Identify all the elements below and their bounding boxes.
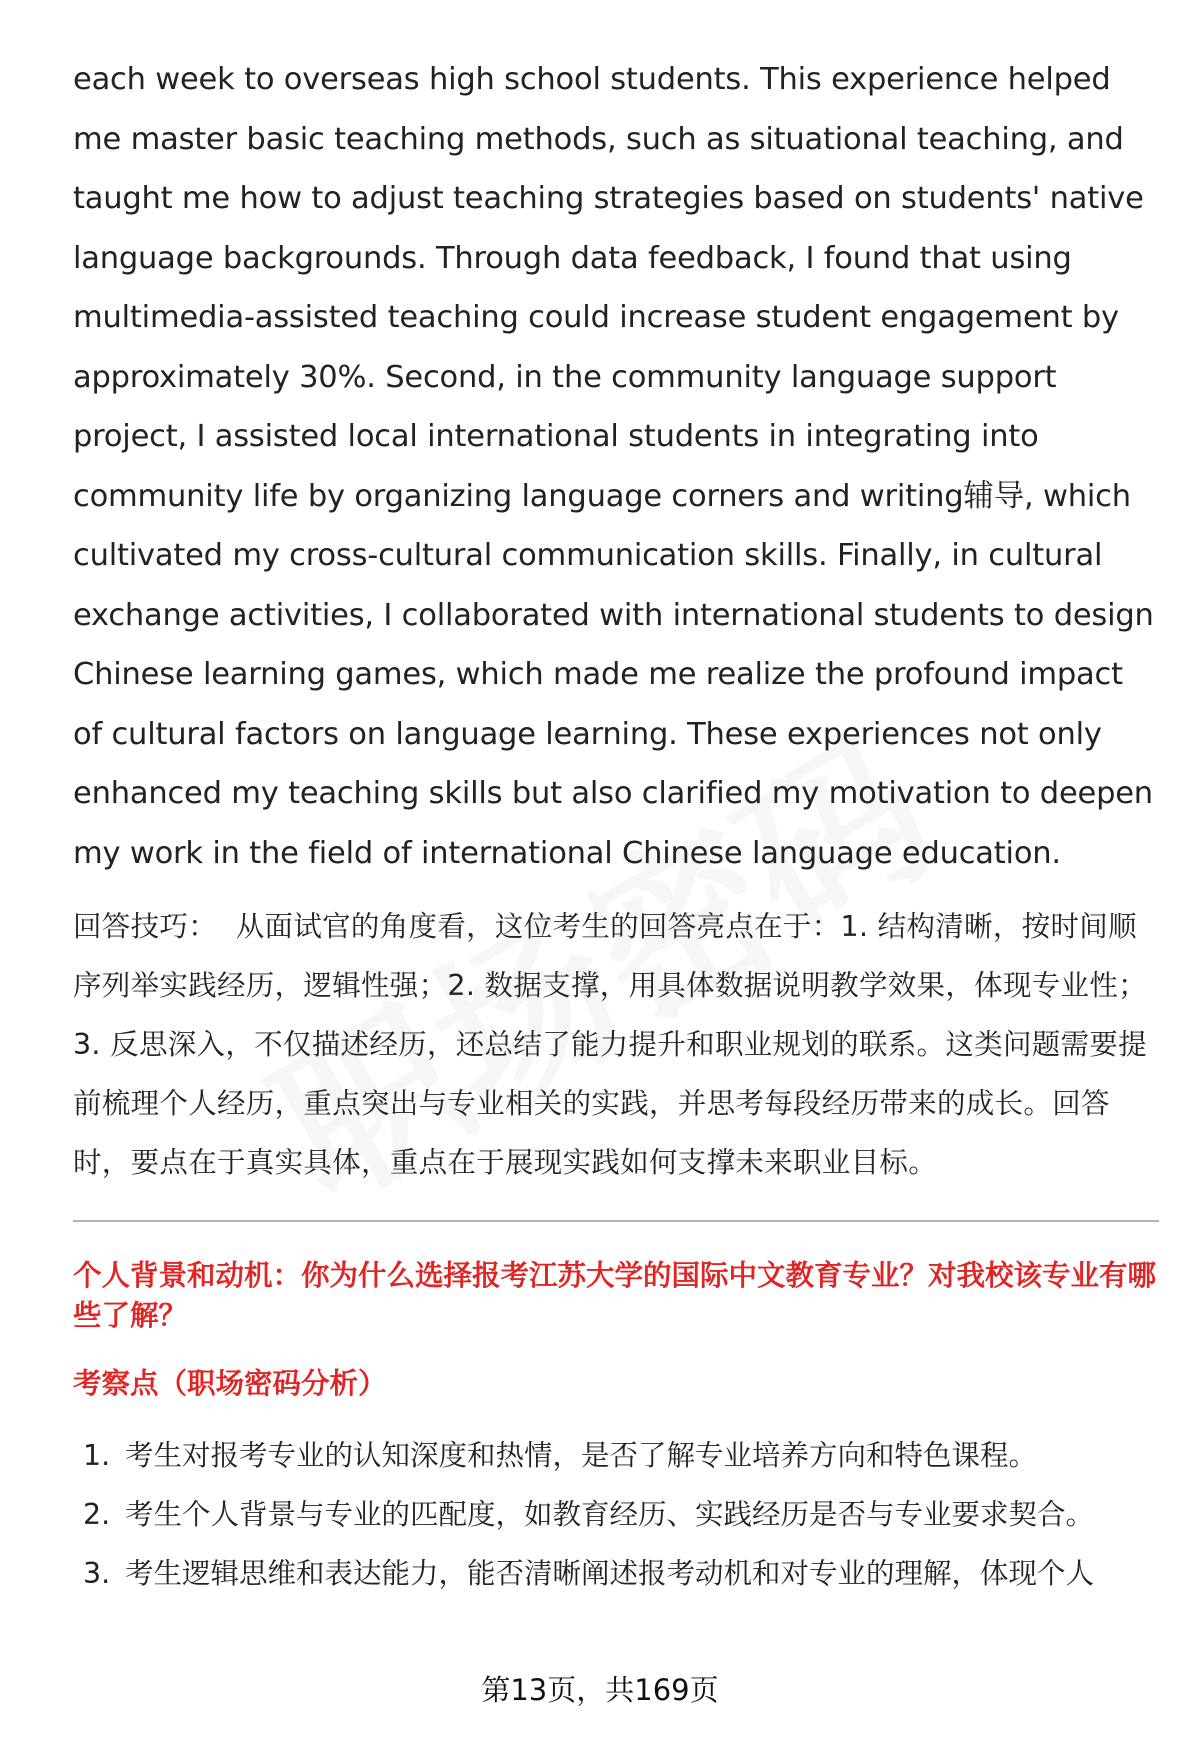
section-title: 考察点（职场密码分析） bbox=[73, 1367, 387, 1400]
answer-tips bbox=[73, 897, 1159, 1192]
section-divider bbox=[73, 1220, 1159, 1222]
list-item bbox=[73, 1426, 1159, 1485]
list-item-number: 3. bbox=[83, 1557, 111, 1590]
list-item bbox=[73, 1544, 1159, 1603]
answer-paragraph: each week to overseas high school students. This experience helped me master basic teaching methods, such as situational teaching, and taught me how to adjust teaching strategies based on students' native language backgrounds. Through data feedback, I found that using multimedia-assisted teaching could increase student engagement by approximately 30%. Second, in the community language support project, I assisted local international students in integrating into community life by organizing language corners and writing辅导, which cultivated my cross-cultural communication skills. Finally, in cultural exchange activities, I collaborated with international students to design Chinese learning games, which made me realize the profound impact of cultural factors on language learning. These experiences not only enhanced my teaching skills but also clarified my motivation to deepen my work in the field of international Chinese language education. bbox=[73, 62, 1154, 871]
document-page bbox=[73, 50, 1159, 1603]
list-item-text: 考生对报考专业的认知深度和热情，是否了解专业培养方向和特色课程。 bbox=[125, 1439, 1038, 1472]
question-title: 个人背景和动机：你为什么选择报考江苏大学的国际中文教育专业？对我校该专业有哪些了解？ bbox=[73, 1259, 1157, 1332]
list-item-text: 考生个人背景与专业的匹配度，如教育经历、实践经历是否与专业要求契合。 bbox=[125, 1498, 1095, 1531]
tips-text: 从面试官的角度看，这位考生的回答亮点在于：1. 结构清晰，按时间顺序列举实践经历，逻辑性强；2. 数据支撑，用具体数据说明教学效果，体现专业性；3. 反思深入，不仅描述经历，还总结了能力提升和职业规划的联系。这类问题需要提前梳理个人经历，重点突出与专业相关的实践，并思考每段经历带来的成长。回答时，要点在于真实具体，重点在于展现实践如何支撑未来职业目标。 bbox=[73, 910, 1147, 1179]
list-item-number: 1. bbox=[83, 1439, 111, 1472]
list-item-number: 2. bbox=[83, 1498, 111, 1531]
tips-label: 回答技巧： bbox=[73, 910, 218, 943]
list-item bbox=[73, 1485, 1159, 1544]
list-item-text: 考生逻辑思维和表达能力，能否清晰阐述报考动机和对专业的理解，体现个人 bbox=[125, 1557, 1095, 1590]
points-list bbox=[73, 1426, 1159, 1603]
page-number: 第13页，共169页 bbox=[481, 1673, 719, 1707]
